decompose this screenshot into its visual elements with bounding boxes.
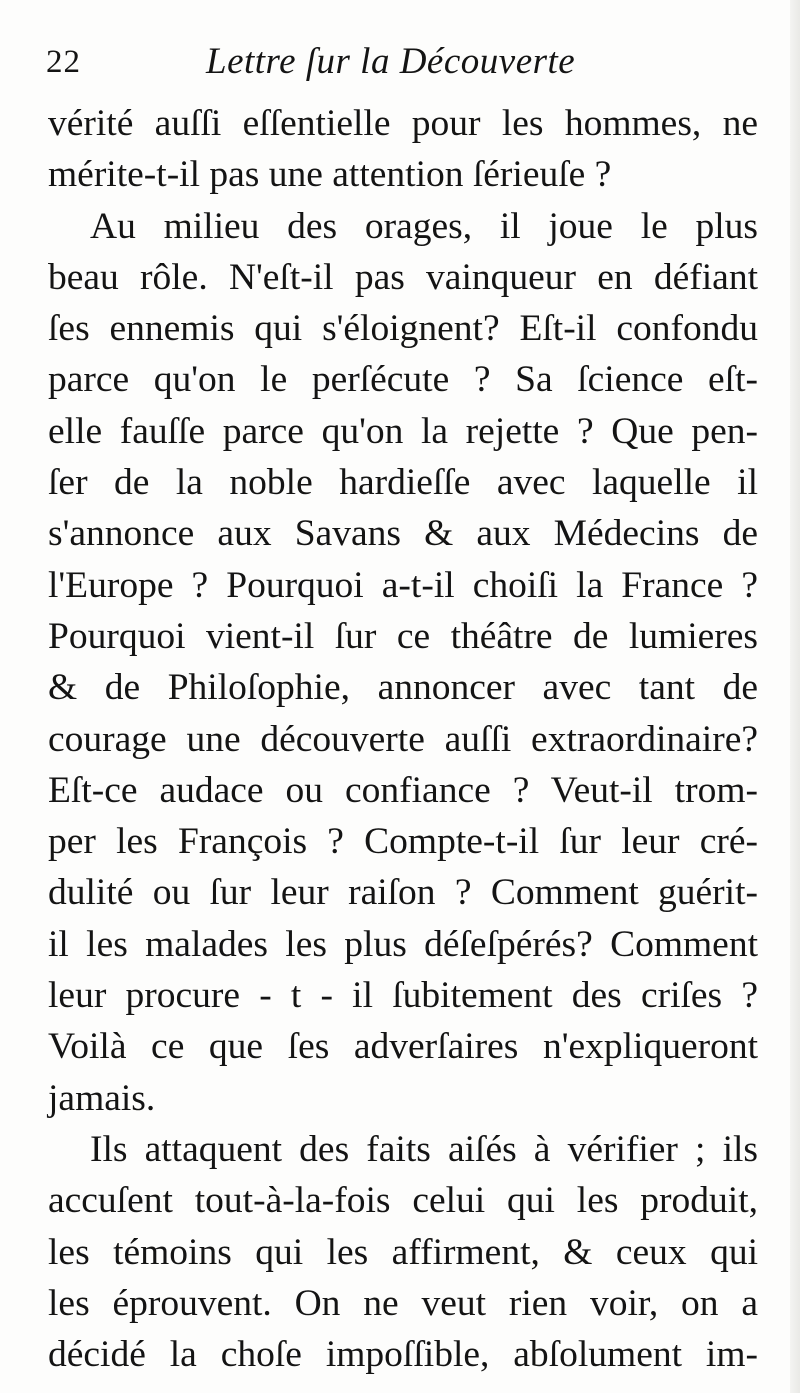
text-line: jamais.: [48, 1077, 156, 1119]
text-line: ſes ennemis qui s'éloignent? Eſt-il confondu: [48, 308, 758, 350]
text-line: les témoins qui les affirment, & ceux qui: [48, 1231, 758, 1273]
running-head: [46, 40, 766, 90]
text-line: dulité ou ſur leur raiſon ? Comment guérit-: [48, 872, 758, 914]
page-number: 22: [46, 44, 81, 80]
text-line: & de Philoſophie, annoncer avec tant de: [48, 667, 758, 709]
page-edge: [790, 0, 800, 1393]
text-line: décidé la choſe impoſſible, abſolument im-: [48, 1334, 758, 1376]
text-line: parce qu'on le perſécute ? Sa ſcience eſt-: [48, 359, 758, 401]
paragraph-start-line: Au milieu des orages, il joue le plus: [90, 205, 758, 247]
text-line: per les François ? Compte-t-il ſur leur cré-: [48, 821, 758, 863]
text-line: s'annonce aux Savans & aux Médecins de: [48, 513, 758, 555]
text-line: Voilà ce que ſes adverſaires n'expliqueront: [48, 1026, 758, 1068]
text-line: elle fauſſe parce qu'on la rejette ? Que pen-: [48, 410, 758, 452]
running-title: Lettre ſur la Découverte: [206, 41, 576, 82]
text-line: les éprouvent. On ne veut rien voir, on a: [48, 1282, 758, 1324]
text-line: mérite-t-il pas une attention ſérieuſe ?: [48, 154, 612, 196]
text-line: leur procure - t - il ſubitement des criſes ?: [48, 975, 758, 1017]
text-line: l'Europe ? Pourquoi a-t-il choiſi la France ?: [48, 564, 758, 606]
text-line: accuſent tout-à-la-fois celui qui les produit,: [48, 1180, 758, 1222]
text-line: Eſt-ce audace ou confiance ? Veut-il trom-: [48, 769, 758, 811]
text-line: courage une découverte auſſi extraordinaire?: [48, 718, 758, 760]
body-text: [48, 98, 758, 1380]
text-line: vérité auſſi eſſentielle pour les hommes, ne: [48, 103, 758, 144]
paragraph-start-line: Ils attaquent des faits aiſés à vérifier ; ils: [90, 1128, 758, 1170]
text-line: beau rôle. N'eſt-il pas vainqueur en défiant: [48, 256, 758, 298]
text-line: il les malades les plus déſeſpérés? Comment: [48, 923, 758, 965]
text-line: ſer de la noble hardieſſe avec laquelle il: [48, 462, 758, 504]
text-line: Pourquoi vient-il ſur ce théâtre de lumieres: [48, 615, 758, 657]
